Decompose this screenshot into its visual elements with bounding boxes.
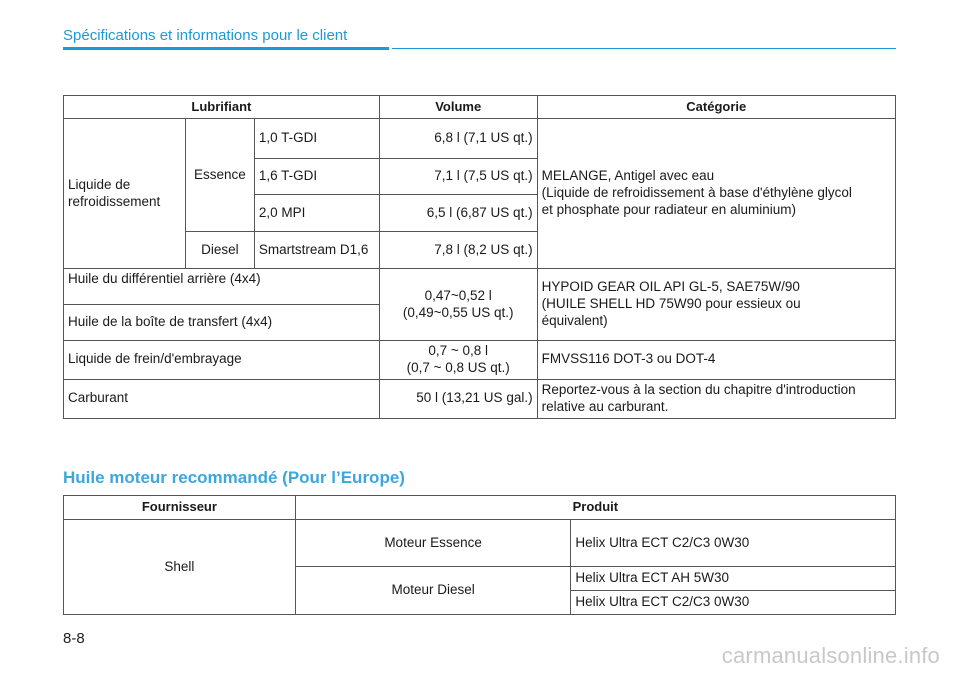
header-accent-bar [63,47,389,50]
engine-cell: 1,6 T-GDI [254,159,379,195]
section-title: Spécifications et informations pour le client [63,27,348,44]
engine-type-cell: Moteur Essence [295,520,571,567]
diff-oil-volume: 0,47~0,52 l (0,49~0,55 US qt.) [379,269,537,341]
col-header: Lubrifiant [64,96,380,119]
essence-label: Essence [185,119,254,232]
engine-cell: 1,0 T-GDI [254,119,379,159]
col-header: Catégorie [537,96,895,119]
table-row [64,341,896,380]
col-header: Volume [379,96,537,119]
engine-type-cell: Moteur Diesel [295,567,571,615]
engine-cell: 2,0 MPI [254,195,379,232]
diff-oil-label: Huile du différentiel arrière (4x4) [64,269,380,305]
volume-cell: 7,8 l (8,2 US qt.) [379,232,537,269]
table-row [64,119,896,159]
fuel-volume: 50 l (13,21 US gal.) [379,379,537,418]
product-cell: Helix Ultra ECT C2/C3 0W30 [571,520,896,567]
table-row [64,379,896,418]
brake-fluid-category: FMVSS116 DOT-3 ou DOT-4 [537,341,895,380]
diff-oil-category: HYPOID GEAR OIL API GL-5, SAE75W/90 (HUILE SHELL HD 75W90 pour essieux ou équivalent) [537,269,895,341]
volume-cell: 6,5 l (6,87 US qt.) [379,195,537,232]
volume-cell: 6,8 l (7,1 US qt.) [379,119,537,159]
volume-cell: 7,1 l (7,5 US qt.) [379,159,537,195]
table-row [64,269,896,305]
header-rule [392,48,896,49]
coolant-category: MELANGE, Antigel avec eau (Liquide de refroidissement à base d'éthylène glycol et phosphate pour radiateur en aluminium) [537,119,895,269]
product-cell: Helix Ultra ECT C2/C3 0W30 [571,591,896,615]
engine-oil-table [63,495,896,615]
coolant-label: Liquide de refroidissement [64,119,186,269]
product-cell: Helix Ultra ECT AH 5W30 [571,567,896,591]
col-header: Fournisseur [64,496,296,520]
lubricants-table [63,95,896,419]
table-header-row [64,96,896,119]
brake-fluid-label: Liquide de frein/d'embrayage [64,341,380,380]
table-header-row [64,496,896,520]
fuel-category: Reportez-vous à la section du chapitre d'introduction relative au carburant. [537,379,895,418]
col-header: Produit [295,496,895,520]
page-number: 8-8 [63,630,85,647]
supplier-cell: Shell [64,520,296,615]
engine-oil-heading: Huile moteur recommandé (Pour l’Europe) [63,468,405,487]
table-row [64,520,896,567]
fuel-label: Carburant [64,379,380,418]
diesel-label: Diesel [185,232,254,269]
brake-fluid-volume: 0,7 ~ 0,8 l (0,7 ~ 0,8 US qt.) [379,341,537,380]
watermark-text: carmanualsonline.info [721,643,940,668]
engine-cell: Smartstream D1,6 [254,232,379,269]
transfer-oil-label: Huile de la boîte de transfert (4x4) [64,305,380,341]
